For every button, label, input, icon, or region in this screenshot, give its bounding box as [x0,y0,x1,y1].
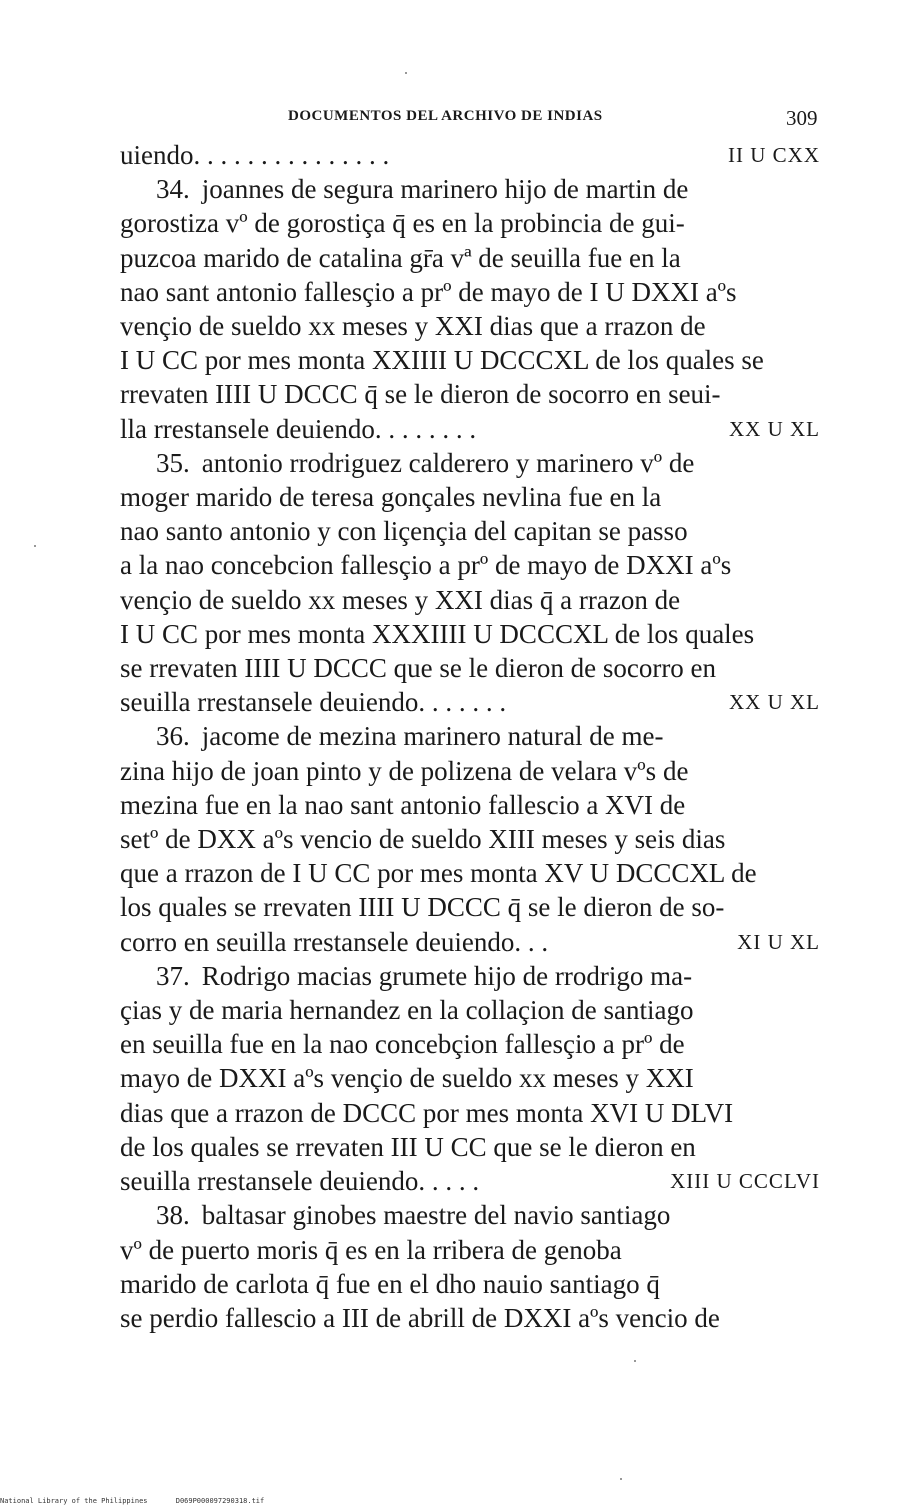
document-body [120,138,820,1335]
entry-line [120,514,820,548]
entry-line [120,890,820,924]
carryover-amount: II U CXX [728,143,820,167]
entry-last-text: corro en seuilla rrestansele deuiendo. . . [120,926,549,957]
entry-number: 38. [156,1200,190,1231]
carryover-line [120,138,820,172]
entry-line-text: setº de DXX aºs vencio de sueldo XIII meses y seis dias [120,824,726,855]
entry-line-text: dias que a rrazon de DCCC por mes monta XVI U DLVI [120,1097,734,1128]
entry-line [120,651,820,685]
entry-total-line [120,925,820,959]
page-number: 309 [786,106,818,130]
entry-line [120,309,820,343]
entry-line [120,1061,820,1095]
entry-line [120,241,820,275]
entry-line-text: antonio rrodriguez calderero y marinero vº de [201,447,695,478]
entry-line-text: de los quales se rrevaten III U CC que se le dieron en [120,1131,696,1162]
entry-amount: XX U XL [729,690,820,715]
entry-number: 35. [156,447,190,478]
entry-line-text: en seuilla fue en la nao concebçion fallesçio a prº de [120,1029,685,1060]
entry-line-text: se perdio fallescio a III de abrill de DXXI aºs vencio de [120,1302,720,1333]
entry-line-text: joannes de segura marinero hijo de martin de [201,174,689,205]
entry-amount: XI U XL [737,929,820,954]
entry-line [120,1267,820,1301]
scan-speck [634,1360,636,1362]
entry-line-text: moger marido de teresa gonçales nevlina fue en la [120,482,662,513]
entry-line [120,754,820,788]
entry-number: 36. [156,721,190,752]
entry-line [120,822,820,856]
footer-library: National Library of the Philippines [0,1497,148,1505]
entry-line-text: nao sant antonio fallesçio a prº de mayo de I U DXXI aºs [120,276,737,307]
entry-line-text: marido de carlota q̄ fue en el dho nauio santiago q̄ [120,1268,660,1299]
entry-line [120,377,820,411]
entry-line [120,788,820,822]
entry-line-text: çias y de maria hernandez en la collaçion de santiago [120,995,694,1026]
entry-line [120,993,820,1027]
entry-line-text: los quales se rrevaten IIII U DCCC q̄ se le dieron de so- [120,892,725,923]
scan-speck [620,1478,622,1480]
entry-line [120,617,820,651]
entry-total-line [120,1164,820,1198]
entry-line-text: vençio de sueldo xx meses y XXI dias q̄ a rrazon de [120,584,681,615]
entry-amount: XIII U CCCLVI [670,1169,820,1194]
ledger-entry [120,719,820,958]
running-title: DOCUMENTOS DEL ARCHIVO DE INDIAS [288,108,603,124]
entry-line [120,446,820,480]
entry-line [120,548,820,582]
ledger-entry [120,446,820,720]
entry-line-text: I U CC por mes monta XXXIIII U DCCCXL de los quales [120,618,755,649]
scan-speck [34,545,36,547]
entry-last-text: seuilla rrestansele deuiendo. . . . . [120,1166,480,1197]
scan-footer [0,1497,288,1505]
page-header [0,104,923,134]
entry-line [120,1096,820,1130]
entry-line-text: que a rrazon de I U CC por mes monta XV U DCCCXL de [120,858,757,889]
entry-line-text: zina hijo de joan pinto y de polizena de velara vºs de [120,755,689,786]
carryover-text: uiendo. . . . . . . . . . . . . . . [120,140,390,170]
entry-line-text: gorostiza vº de gorostiça q̄ es en la probincia de gui- [120,208,685,239]
entry-line-text: vençio de sueldo xx meses y XXI dias que a rrazon de [120,311,706,342]
entry-line [120,1130,820,1164]
entry-line [120,343,820,377]
entries-list [120,172,820,1335]
entry-line [120,1027,820,1061]
entry-number: 37. [156,960,190,991]
entry-line-text: a la nao concebcion fallesçio a prº de mayo de DXXI aºs [120,550,732,581]
entry-line [120,206,820,240]
entry-line [120,959,820,993]
entry-line-text: I U CC por mes monta XXIIII U DCCCXL de los quales se [120,345,764,376]
entry-line-text: se rrevaten IIII U DCCC que se le dieron de socorro en [120,653,717,684]
scan-speck [405,72,407,74]
entry-line-text: Rodrigo macias grumete hijo de rrodrigo ma- [201,960,693,991]
entry-line-text: jacome de mezina marinero natural de me- [201,721,664,752]
ledger-entry [120,1198,820,1335]
entry-line [120,856,820,890]
footer-file: D069P000097290318.tif [175,1497,265,1505]
entry-number: 34. [156,174,190,205]
entry-last-text: seuilla rrestansele deuiendo. . . . . . . [120,687,507,718]
entry-line-text: mayo de DXXI aºs vençio de sueldo xx meses y XXI [120,1063,694,1094]
entry-line [120,480,820,514]
entry-line-text: baltasar ginobes maestre del navio santiago [201,1200,671,1231]
entry-line [120,1198,820,1232]
entry-line [120,172,820,206]
entry-line [120,1233,820,1267]
entry-line-text: puzcoa marido de catalina gr̄a vª de seuilla fue en la [120,242,681,273]
entry-amount: XX U XL [729,416,820,441]
entry-line-text: vº de puerto moris q̄ es en la rribera de genoba [120,1234,622,1265]
entry-total-line [120,685,820,719]
ledger-entry [120,172,820,446]
entry-line [120,719,820,753]
entry-line [120,1301,820,1335]
entry-total-line [120,412,820,446]
entry-last-text: lla rrestansele deuiendo. . . . . . . . [120,413,477,444]
entry-line-text: rrevaten IIII U DCCC q̄ se le dieron de socorro en seui- [120,379,721,410]
ledger-entry [120,959,820,1198]
entry-line-text: nao santo antonio y con liçençia del capitan se passo [120,516,688,547]
entry-line [120,583,820,617]
entry-line-text: mezina fue en la nao sant antonio fallescio a XVI de [120,789,686,820]
entry-line [120,275,820,309]
